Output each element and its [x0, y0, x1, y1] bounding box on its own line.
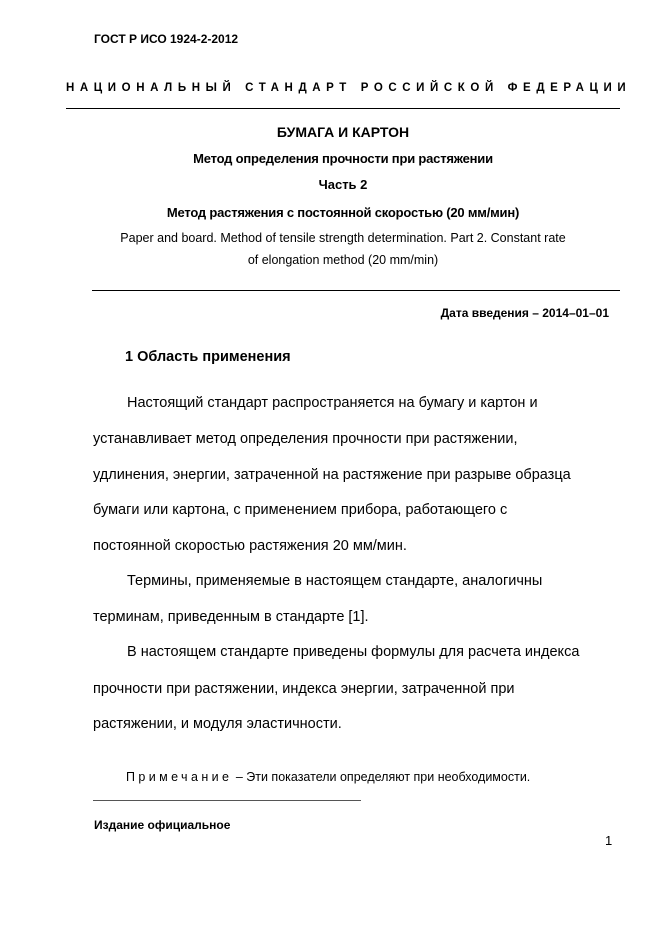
paragraph-line: устанавливает метод определения прочности при растяжении,	[93, 431, 518, 447]
title-divider	[92, 290, 620, 291]
english-title-line-2: of elongation method (20 mm/min)	[247, 253, 439, 267]
paragraph-line: терминам, приведенным в стандарте [1].	[93, 609, 369, 625]
paragraph-line: растяжении, и модуля эластичности.	[93, 716, 342, 732]
document-part: Часть 2	[318, 177, 368, 192]
document-method-title: Метод растяжения с постоянной скоростью (20 мм/мин)	[166, 205, 520, 220]
edition-label: Издание официальное	[94, 818, 231, 832]
paragraph-line: постоянной скоростью растяжения 20 мм/мин.	[93, 538, 407, 554]
paragraph-line: Настоящий стандарт распространяется на бумагу и картон и	[127, 395, 538, 411]
paragraph-line: В настоящем стандарте приведены формулы для расчета индекса	[127, 644, 580, 660]
paragraph-line: удлинения, энергии, затраченной на растяжение при разрыве образца	[93, 467, 571, 483]
page-number: 1	[605, 833, 613, 848]
introduction-date: Дата введения – 2014–01–01	[440, 306, 609, 320]
paragraph-line: Термины, применяемые в настоящем стандарте, аналогичны	[127, 573, 543, 589]
document-subtitle: Метод определения прочности при растяжении	[193, 151, 493, 166]
note	[126, 770, 530, 784]
paragraph-line: прочности при растяжении, индекса энергии, затраченной при	[93, 681, 515, 697]
footer-divider	[93, 800, 361, 801]
paragraph-line: бумаги или картона, с применением прибора, работающего с	[93, 502, 508, 518]
english-title-line-1: Paper and board. Method of tensile strength determination. Part 2. Constant rate	[120, 231, 566, 245]
document-title: БУМАГА И КАРТОН	[276, 124, 410, 140]
section-heading: 1 Область применения	[125, 349, 291, 365]
document-code: ГОСТ Р ИСО 1924-2-2012	[94, 32, 239, 46]
national-standard-heading: НАЦИОНАЛЬНЫЙ СТАНДАРТ РОССИЙСКОЙ ФЕДЕРАЦИИ	[66, 82, 632, 94]
note-text: – Эти показатели определяют при необходимости.	[232, 770, 531, 784]
note-label: Примечание	[126, 770, 233, 784]
header-divider	[66, 108, 620, 109]
